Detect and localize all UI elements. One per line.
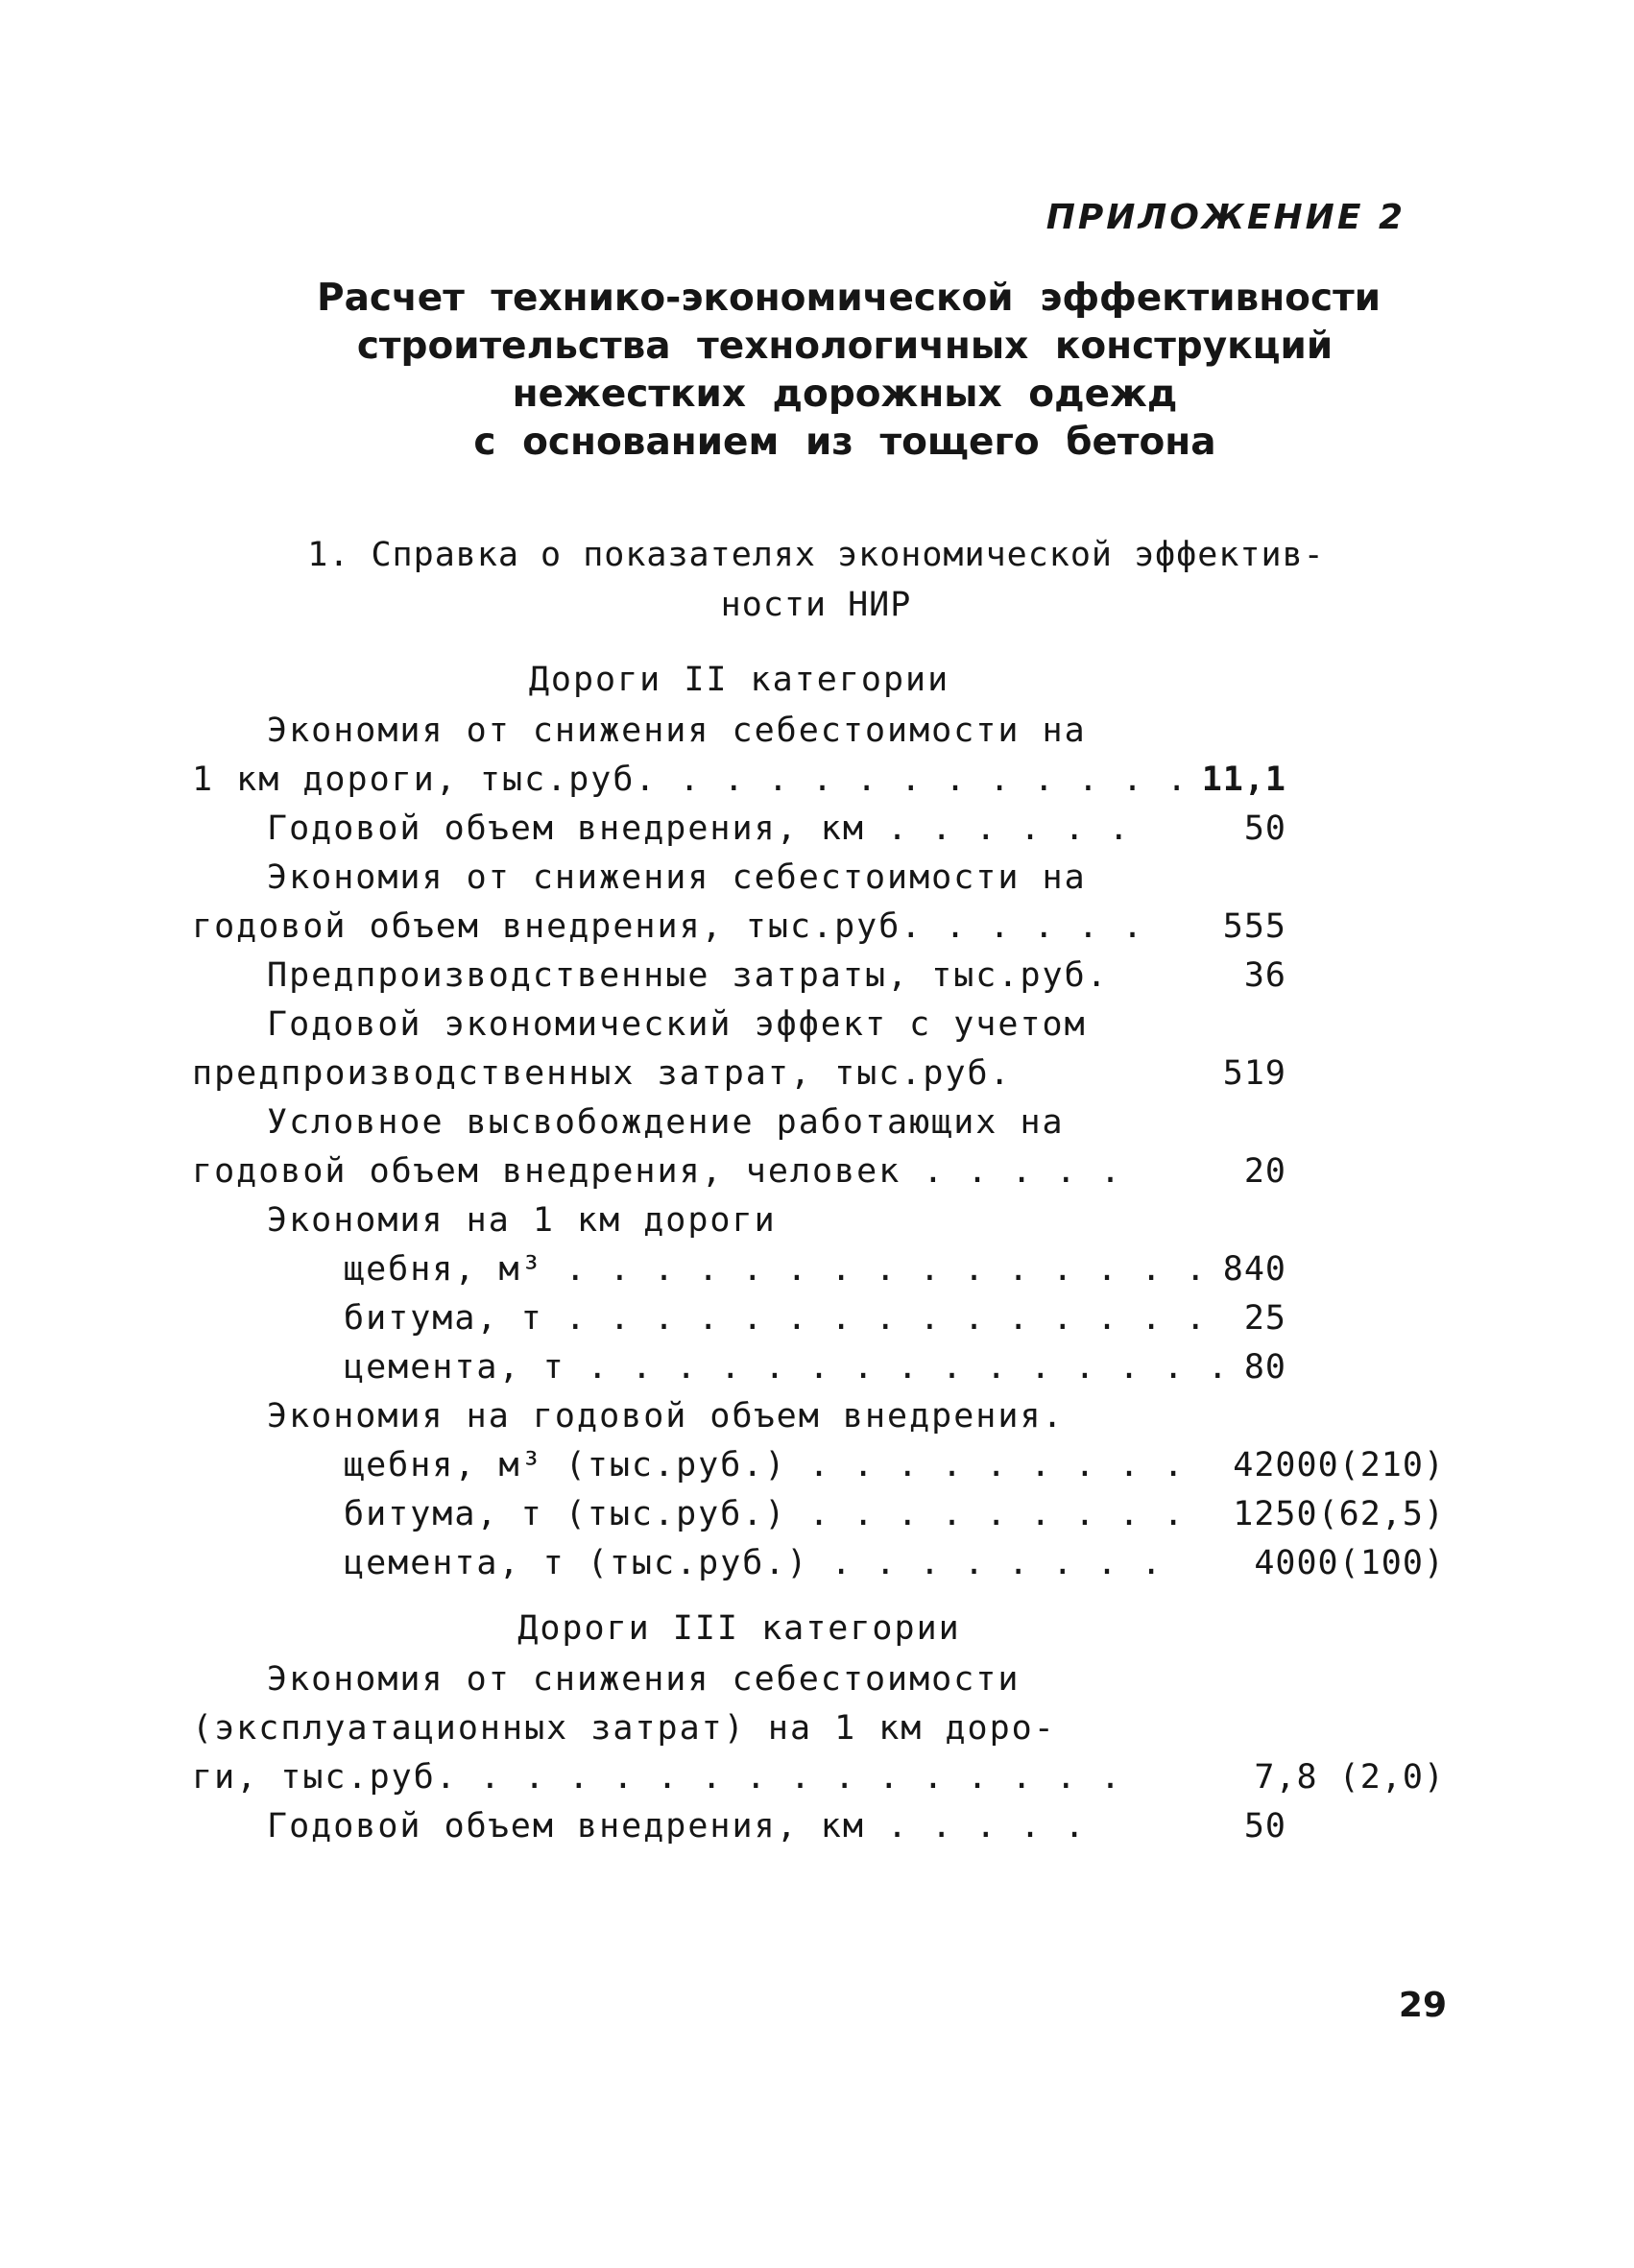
indicator-label: Годовой экономический эффект с учетом bbox=[267, 1005, 1087, 1044]
indicator-line bbox=[192, 952, 1459, 1001]
indicator-value: 555 bbox=[1222, 907, 1286, 946]
indicator-label: битума, т (тыс.руб.) . . . . . . . . . bbox=[344, 1495, 1186, 1533]
document-title bbox=[317, 275, 1382, 467]
indicator-label: Экономия на годовой объем внедрения. bbox=[267, 1397, 1065, 1436]
indicator-line bbox=[192, 1050, 1459, 1098]
title-line: с основанием из тощего бетона bbox=[473, 421, 1216, 464]
indicator-line bbox=[192, 903, 1459, 952]
indicator-label: Экономия от снижения себестоимости bbox=[267, 1660, 1021, 1699]
indicator-value: 80 bbox=[1243, 1348, 1286, 1387]
indicator-value: 42000(210) bbox=[1233, 1446, 1445, 1484]
indicator-value: 4000(100) bbox=[1254, 1544, 1445, 1582]
indicator-line bbox=[192, 756, 1459, 805]
indicator-label: Условное высвобождение работающих на bbox=[267, 1103, 1065, 1142]
indicator-value: 25 bbox=[1243, 1299, 1286, 1338]
indicator-line bbox=[192, 1147, 1459, 1196]
section-heading-line: ности НИР bbox=[720, 586, 912, 624]
indicator-value: 50 bbox=[1243, 809, 1286, 848]
appendix-label: ПРИЛОЖЕНИЕ 2 bbox=[1045, 198, 1406, 237]
indicator-line bbox=[192, 1441, 1459, 1490]
indicator-label: Экономия на 1 км дороги bbox=[267, 1201, 777, 1240]
indicator-label: Экономия от снижения себестоимости на bbox=[267, 712, 1087, 750]
section-heading-line: 1. Справка о показателях экономической эффектив- bbox=[307, 536, 1325, 574]
road-category-heading bbox=[192, 653, 1459, 707]
indicator-label: (эксплуатационных затрат) на 1 км доро- bbox=[192, 1709, 1056, 1748]
indicator-line bbox=[192, 1655, 1459, 1704]
indicator-value: 519 bbox=[1222, 1054, 1286, 1093]
indicator-value: 50 bbox=[1243, 1807, 1286, 1846]
indicator-label: Предпроизводственные затраты, тыс.руб. bbox=[267, 956, 1109, 995]
indicator-value: 840 bbox=[1222, 1250, 1286, 1289]
indicator-label: предпроизводственных затрат, тыс.руб. bbox=[192, 1054, 1012, 1093]
indicator-line bbox=[192, 1802, 1459, 1851]
indicator-label: щебня, м³ (тыс.руб.) . . . . . . . . . bbox=[344, 1446, 1186, 1484]
indicator-label: щебня, м³ . . . . . . . . . . . . . . . bbox=[344, 1250, 1208, 1289]
indicator-value: 11,1 bbox=[1201, 760, 1286, 799]
indicator-label: Экономия от снижения себестоимости на bbox=[267, 858, 1087, 897]
title-line: Расчет технико-экономической эффективности bbox=[317, 277, 1382, 320]
indicator-label: битума, т . . . . . . . . . . . . . . . bbox=[344, 1299, 1208, 1338]
indicator-line bbox=[192, 1753, 1459, 1802]
road-category-title: Дороги III категории bbox=[517, 1609, 961, 1648]
indicator-value: 1250(62,5) bbox=[1233, 1495, 1445, 1533]
indicator-label: Годовой объем внедрения, км . . . . . . bbox=[267, 809, 1131, 848]
indicator-line bbox=[192, 805, 1459, 854]
indicator-line bbox=[192, 1392, 1459, 1441]
indicator-line bbox=[192, 854, 1459, 903]
indicator-value: 36 bbox=[1243, 956, 1286, 995]
indicator-value: 7,8 (2,0) bbox=[1254, 1758, 1445, 1797]
indicator-line bbox=[192, 1196, 1459, 1245]
indicator-label: Годовой объем внедрения, км . . . . . bbox=[267, 1807, 1087, 1846]
section-heading bbox=[197, 530, 1435, 630]
indicator-value: 20 bbox=[1243, 1152, 1286, 1191]
indicator-label: ги, тыс.руб. . . . . . . . . . . . . . . . bbox=[192, 1758, 1123, 1797]
indicator-label: цемента, т (тыс.руб.) . . . . . . . . bbox=[344, 1544, 1164, 1582]
indicator-label: цемента, т . . . . . . . . . . . . . . . bbox=[344, 1348, 1230, 1387]
indicator-line bbox=[192, 1490, 1459, 1539]
indicator-label: годовой объем внедрения, человек . . . . . bbox=[192, 1152, 1123, 1191]
indicator-line bbox=[192, 1098, 1459, 1147]
indicator-line bbox=[192, 1294, 1459, 1343]
indicator-line bbox=[192, 1245, 1459, 1294]
indicator-list bbox=[192, 653, 1459, 1851]
indicator-line bbox=[192, 1539, 1459, 1588]
road-category-heading bbox=[192, 1602, 1459, 1655]
title-line: нежестких дорожных одежд bbox=[512, 373, 1178, 416]
page-number: 29 bbox=[1398, 1986, 1447, 2025]
indicator-line bbox=[192, 1704, 1459, 1753]
indicator-label: 1 км дороги, тыс.руб. . . . . . . . . . . . . bbox=[192, 760, 1189, 799]
road-category-title: Дороги II категории bbox=[528, 661, 950, 699]
indicator-line bbox=[192, 1343, 1459, 1392]
indicator-label: годовой объем внедрения, тыс.руб. . . . . . bbox=[192, 907, 1145, 946]
title-line: строительства технологичных конструкций bbox=[356, 325, 1334, 368]
indicator-line bbox=[192, 707, 1459, 756]
indicator-line bbox=[192, 1001, 1459, 1050]
